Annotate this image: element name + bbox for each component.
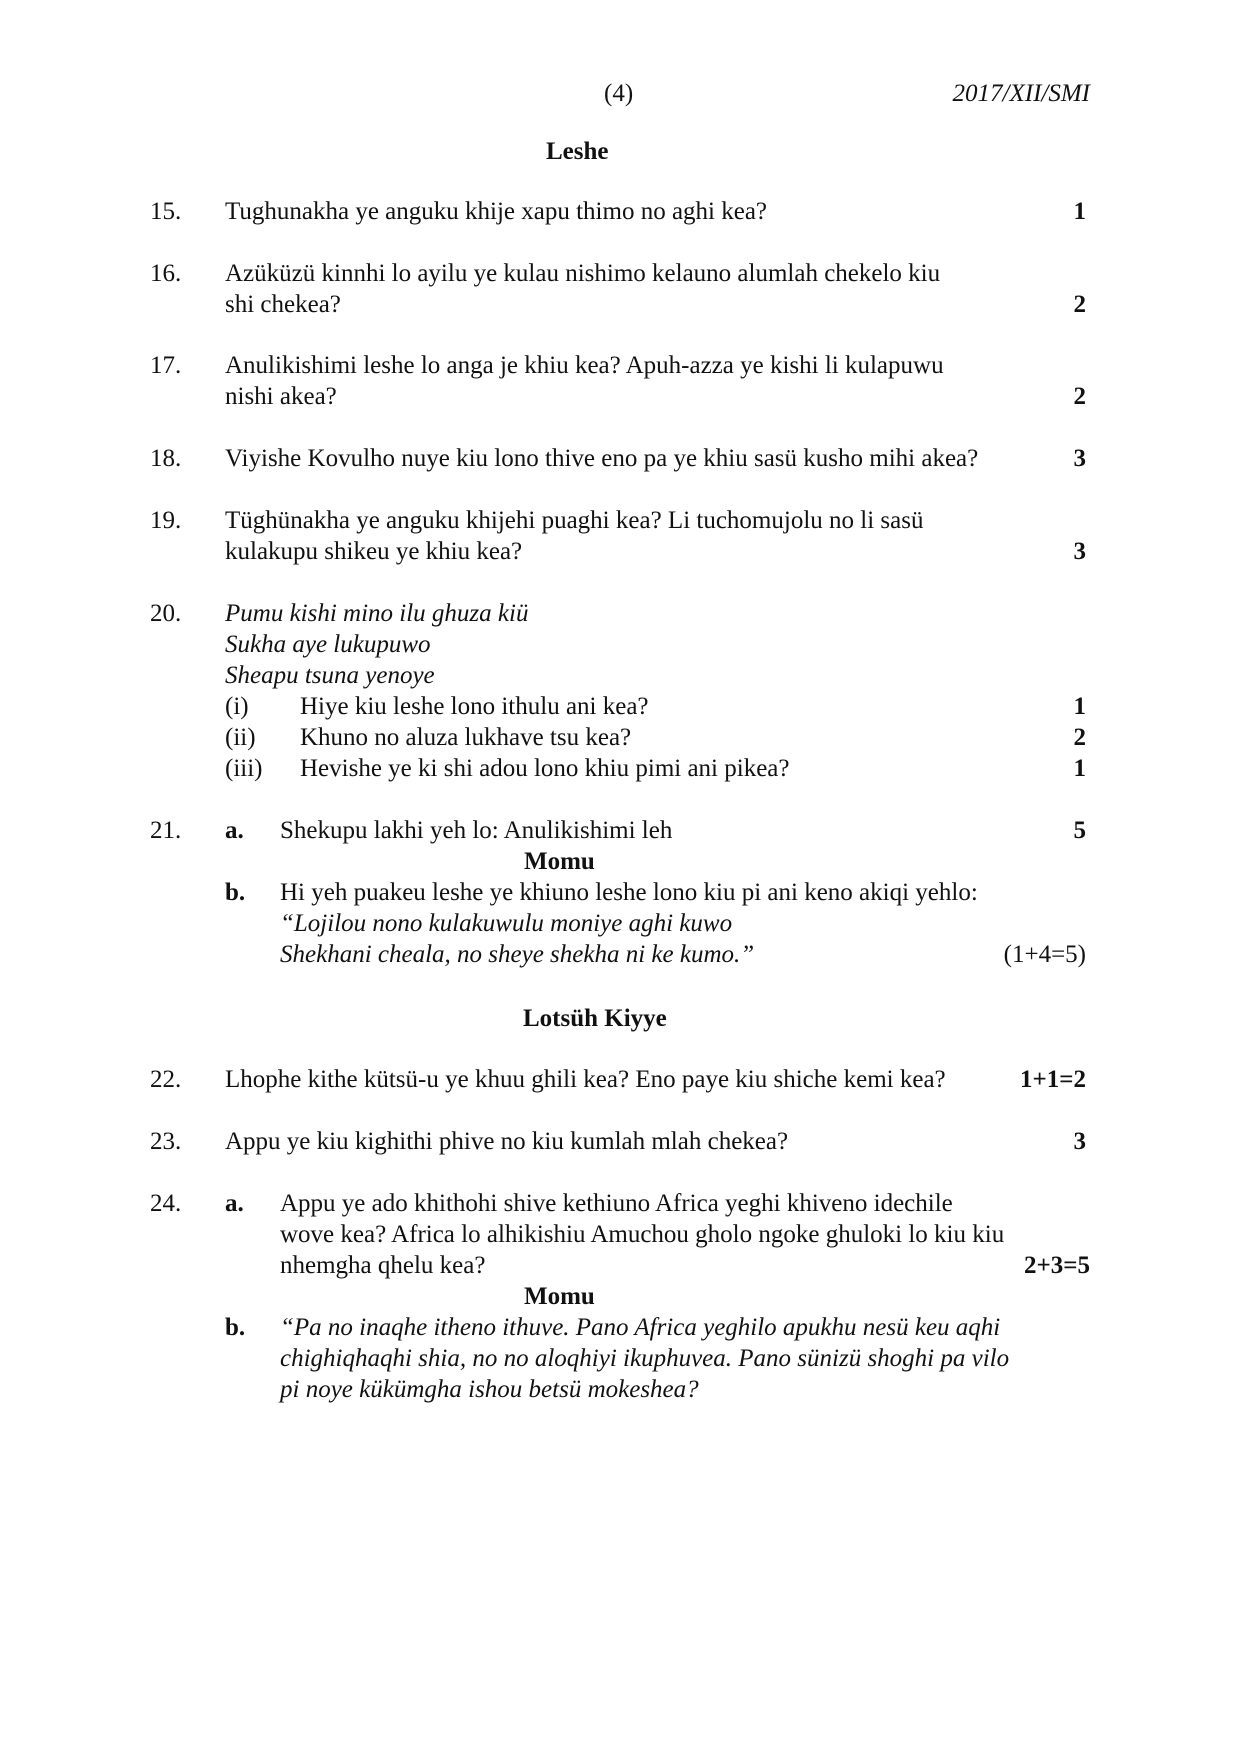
question-text: Anulikishimi leshe lo anga je khiu kea? Apuh-azza ye kishi li kulapuwu (225, 352, 944, 379)
quote-line: “Lojilou nono kulakuwulu moniye aghi kuwo (280, 910, 733, 937)
question-number: 16. (150, 260, 182, 287)
question-number: 21. (150, 817, 182, 844)
option-label: a. (225, 1190, 244, 1217)
question-number: 24. (150, 1190, 182, 1217)
question-marks: (1+4=5) (1003, 941, 1086, 968)
sub-question-text: Hiye kiu leshe lono ithulu ani kea? (300, 693, 649, 720)
question-marks: 5 (1073, 817, 1086, 844)
question-marks: 2 (1073, 724, 1086, 751)
paper-code: 2017/XII/SMI (952, 80, 1090, 107)
question-text: Lhophe kithe kütsü-u ye khuu ghili kea? Eno paye kiu shiche kemi kea? (225, 1066, 946, 1093)
or-separator: Momu (524, 1283, 595, 1310)
option-label: a. (225, 817, 244, 844)
sub-question-label: (i) (225, 693, 249, 720)
question-marks: 3 (1073, 538, 1086, 565)
sub-question-label: (ii) (225, 724, 256, 751)
section-title-lotsuh-kiyye: Lotsüh Kiyye (523, 1005, 667, 1032)
question-marks: 2 (1073, 291, 1086, 318)
question-marks: 2+3=5 (1024, 1252, 1090, 1279)
question-marks: 1 (1073, 198, 1086, 225)
option-label: b. (225, 1314, 246, 1341)
question-number: 22. (150, 1066, 182, 1093)
question-marks: 3 (1073, 445, 1086, 472)
question-text: nishi akea? (225, 383, 337, 410)
quote-line: “Pa no inaqhe itheno ithuve. Pano Africa yeghilo apukhu nesü keu aqhi (280, 1314, 1001, 1341)
question-number: 20. (150, 600, 182, 627)
quote-line: pi noye kükümgha ishou betsü mokeshea? (280, 1376, 699, 1403)
or-separator: Momu (524, 848, 595, 875)
question-text: Tughunakha ye anguku khije xapu thimo no aghi kea? (225, 198, 768, 225)
question-marks: 1+1=2 (1020, 1066, 1086, 1093)
question-text: kulakupu shikeu ye khiu kea? (225, 538, 523, 565)
question-number: 23. (150, 1128, 182, 1155)
section-title-leshe: Leshe (546, 138, 609, 165)
question-text: Hi yeh puakeu leshe ye khiuno leshe lono kiu pi ani keno akiqi yehlo: (280, 879, 978, 906)
sub-question-label: (iii) (225, 755, 263, 782)
quote-line: Shekhani cheala, no sheye shekha ni ke kumo.” (280, 941, 755, 968)
question-number: 15. (150, 198, 182, 225)
poem-line: Sukha aye lukupuwo (225, 631, 431, 658)
question-text: Appu ye kiu kighithi phive no kiu kumlah mlah chekea? (225, 1128, 789, 1155)
option-label: b. (225, 879, 246, 906)
question-marks: 1 (1073, 693, 1086, 720)
sub-question-text: Hevishe ye ki shi adou lono khiu pimi ani pikea? (300, 755, 790, 782)
question-text: shi chekea? (225, 291, 341, 318)
poem-line: Pumu kishi mino ilu ghuza kiü (225, 600, 529, 627)
question-number: 17. (150, 352, 182, 379)
question-marks: 1 (1073, 755, 1086, 782)
question-marks: 2 (1073, 383, 1086, 410)
question-text: Azüküzü kinnhi lo ayilu ye kulau nishimo kelauno alumlah chekelo kiu (225, 260, 941, 287)
question-text: Viyishe Kovulho nuye kiu lono thive eno pa ye khiu sasü kusho mihi akea? (225, 445, 979, 472)
question-number: 19. (150, 507, 182, 534)
question-text: nhemgha qhelu kea? (280, 1252, 486, 1279)
quote-line: chighiqhaqhi shia, no no aloqhiyi ikuphuvea. Pano sünizü shoghi pa vilo (280, 1345, 1010, 1372)
question-text: wove kea? Africa lo alhikishiu Amuchou gholo ngoke ghuloki lo kiu kiu (280, 1221, 1005, 1248)
question-text: Shekupu lakhi yeh lo: Anulikishimi leh (280, 817, 673, 844)
poem-line: Sheapu tsuna yenoye (225, 662, 435, 689)
sub-question-text: Khuno no aluza lukhave tsu kea? (300, 724, 632, 751)
question-text: Tüghünakha ye anguku khijehi puaghi kea? Li tuchomujolu no li sasü (225, 507, 924, 534)
question-text: Appu ye ado khithohi shive kethiuno Africa yeghi khiveno idechile (280, 1190, 953, 1217)
question-number: 18. (150, 445, 182, 472)
page-number: (4) (604, 80, 634, 107)
question-marks: 3 (1073, 1128, 1086, 1155)
